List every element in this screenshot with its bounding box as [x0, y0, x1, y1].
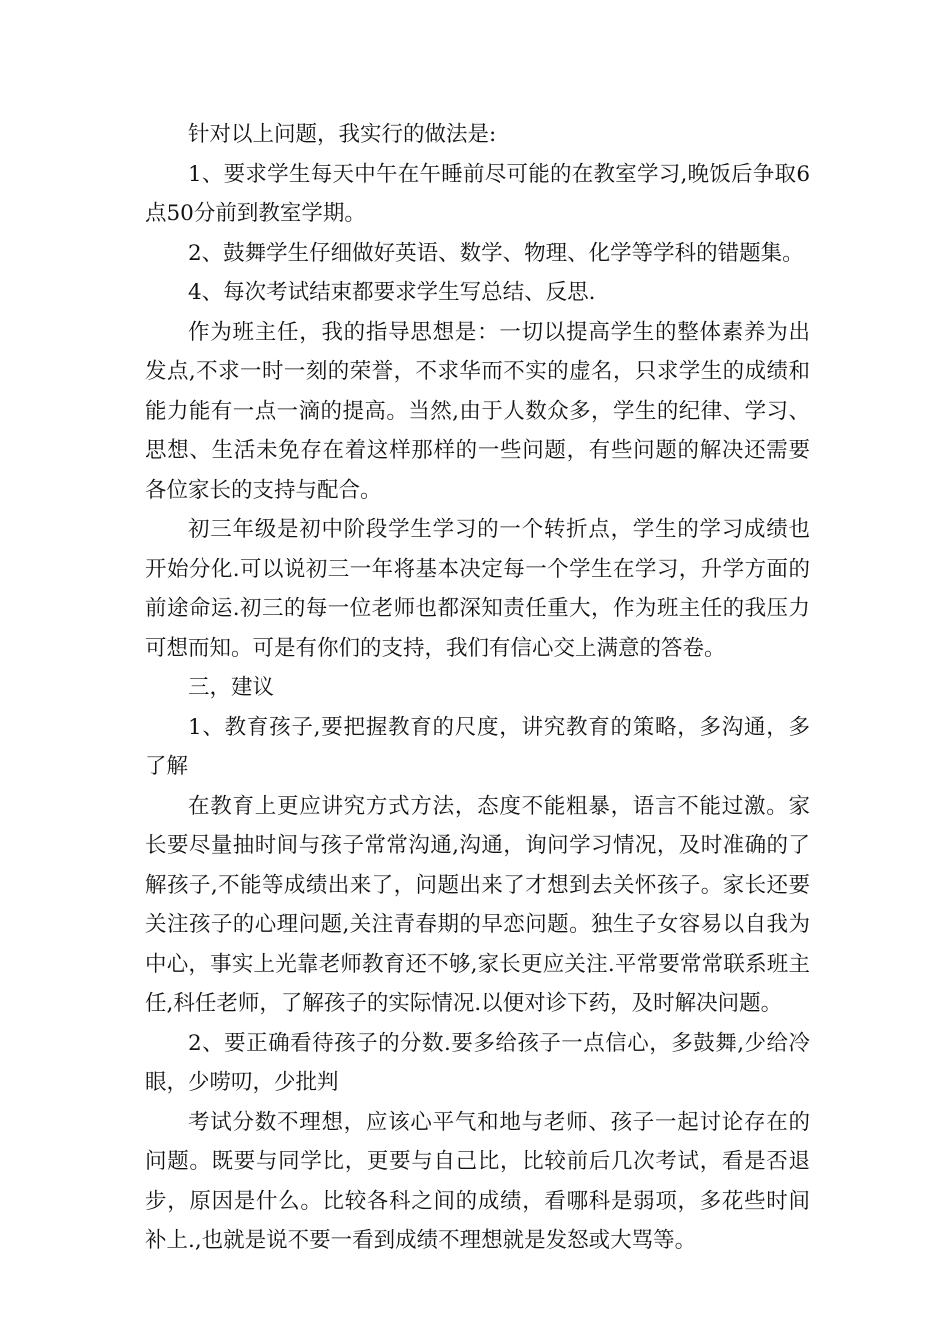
paragraph-grade-nine: 初三年级是初中阶段学生学习的一个转折点，学生的学习成绩也开始分化.可以说初三一年将基本决定每一个学生在学习，升学方面的前途命运.初三的每一位老师也都深知责任重大，作为班主任的我压力可想而知。可是有你们的支持，我们有信心交上满意的答卷。: [145, 517, 810, 661]
paragraph-suggestion-2-detail: 考试分数不理想，应该心平气和地与老师、孩子一起讨论存在的问题。既要与同学比，更要与自己比，比较前后几次考试，看是否退步，原因是什么。比较各科之间的成绩，看哪科是弱项，多花些时间补上.,也就是说不要一看到成绩不理想就是发怒或大骂等。: [145, 1109, 810, 1253]
paragraph-measures-intro: 针对以上问题，我实行的做法是:: [188, 122, 497, 147]
paragraph-guiding-thought: 作为班主任，我的指导思想是：一切以提高学生的整体素养为出发点,不求一时一刻的荣誉，不求华而不实的虚名，只求学生的成绩和能力能有一点一滴的提高。当然,由于人数众多，学生的纪律、学习、思想、生活未免存在着这样那样的一些问题，有些问题的解决还需要各位家长的支持与配合。: [145, 319, 810, 503]
paragraph-measure-2: 2、鼓舞学生仔细做好英语、数学、物理、化学等学科的错题集。: [188, 240, 804, 266]
paragraph-suggestion-1-detail: 在教育上更应讲究方式方法，态度不能粗暴，语言不能过激。家长要尽量抽时间与孩子常常沟通,沟通，询问学习情况，及时准确的了解孩子,不能等成绩出来了，问题出来了才想到去关怀孩子。家长还要关注孩子的心理问题,关注青春期的早恋问题。独生子女容易以自我为中心，事实上光靠老师教育还不够,家长更应关注.平常要常常联系班主任,科任老师，了解孩子的实际情况.以便对诊下药，及时解决问题。: [145, 793, 810, 1016]
paragraph-measure-1: 1、要求学生每天中午在午睡前尽可能的在教室学习,晚饭后争取6点50分前到教室学期。: [145, 161, 810, 226]
paragraph-measure-4: 4、每次考试结束都要求学生写总结、反思.: [188, 280, 596, 305]
paragraph-suggestion-2: 2、要正确看待孩子的分数.要多给孩子一点信心，多鼓舞,少给冷眼，少唠叨，少批判: [145, 1030, 810, 1095]
paragraph-suggestion-1: 1、教育孩子,要把握教育的尺度，讲究教育的策略，多沟通，多了解: [145, 714, 810, 779]
section-heading-suggestions: 三，建议: [188, 675, 275, 700]
document-body: [145, 115, 810, 1261]
